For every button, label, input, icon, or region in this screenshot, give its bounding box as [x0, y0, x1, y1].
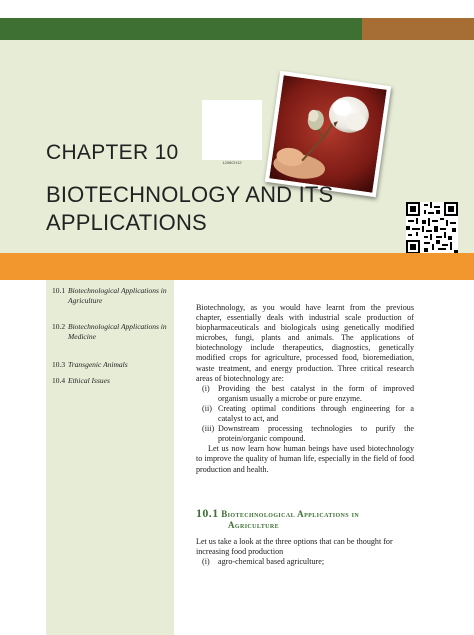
- list-marker: (i): [202, 557, 210, 567]
- qr-code[interactable]: [202, 100, 262, 160]
- cotton-boll-photo: [269, 75, 386, 192]
- toc-number: 10.3: [52, 360, 66, 369]
- toc-item[interactable]: [52, 360, 172, 370]
- header-brown-band: [362, 18, 474, 40]
- toc-item[interactable]: [52, 286, 172, 316]
- section-heading: [196, 508, 418, 531]
- toc-number: 10.1: [52, 286, 66, 295]
- list-marker: (i): [202, 383, 210, 393]
- orange-divider-bar: [0, 253, 474, 280]
- toc-item[interactable]: [52, 376, 172, 386]
- list-item: [196, 424, 414, 444]
- list-item: [196, 404, 414, 424]
- toc-number: 10.4: [52, 376, 66, 385]
- toc-label: Biotechnological Applications in Agriculture: [68, 286, 167, 305]
- list-item: [196, 557, 414, 567]
- chapter-number: CHAPTER 10: [46, 141, 179, 164]
- chapter-title-line2: APPLICATIONS: [46, 210, 207, 235]
- toc-label: Biotechnological Applications in Medicine: [68, 322, 167, 341]
- section-number: 10.1: [196, 506, 219, 520]
- chapter-toc: [46, 280, 174, 635]
- list-text: Downstream processing technologies to purify the protein/organic compound.: [218, 424, 414, 444]
- chapter-title: [46, 181, 333, 237]
- toc-label: Ethical Issues: [68, 376, 110, 385]
- list-text: Creating optimal conditions through engineering for a catalyst to act, and: [218, 403, 414, 424]
- list-marker: (ii): [202, 403, 212, 413]
- intro-text: [196, 303, 414, 475]
- header-green-band: [0, 18, 362, 40]
- list-item: [196, 384, 414, 404]
- intro-paragraph: Biotechnology, as you would have learnt from the previous chapter, essentially deals with industrial scale production of biopharmaceuticals and biologicals using genetically modified microbes, fungi, plants and animals. The applications of biotechnology include therapeutics, diagnostics, genetically modified crops for agriculture, processed food, bioremediation, waste treatment, and energy production. Three critical research areas of biotechnology are:: [196, 303, 414, 383]
- chapter-title-line1: BIOTECHNOLOGY AND ITS: [46, 182, 334, 207]
- toc-number: 10.2: [52, 322, 66, 331]
- list-text: Providing the best catalyst in the form of improved organism usually a microbe or pure enzyme.: [218, 383, 414, 403]
- closing-paragraph: Let us now learn how human beings have used biotechnology to improve the quality of human life, especially in the field of food production and health.: [196, 444, 414, 474]
- cotton-photo-frame: [265, 71, 391, 197]
- section-title-line2: Agriculture: [228, 520, 280, 530]
- toc-item[interactable]: [52, 322, 172, 352]
- section-title-line1: Biotechnological Applications in: [221, 509, 360, 519]
- qr-caption: 1208CH12: [222, 160, 242, 165]
- toc-label: Transgenic Animals: [68, 360, 128, 369]
- section-paragraph: Let us take a look at the three options that can be thought for increasing food production: [196, 537, 393, 557]
- qr-code-icon: [406, 202, 458, 254]
- section-body: [196, 537, 414, 567]
- list-text: agro-chemical based agriculture;: [218, 557, 325, 567]
- list-marker: (iii): [202, 424, 215, 434]
